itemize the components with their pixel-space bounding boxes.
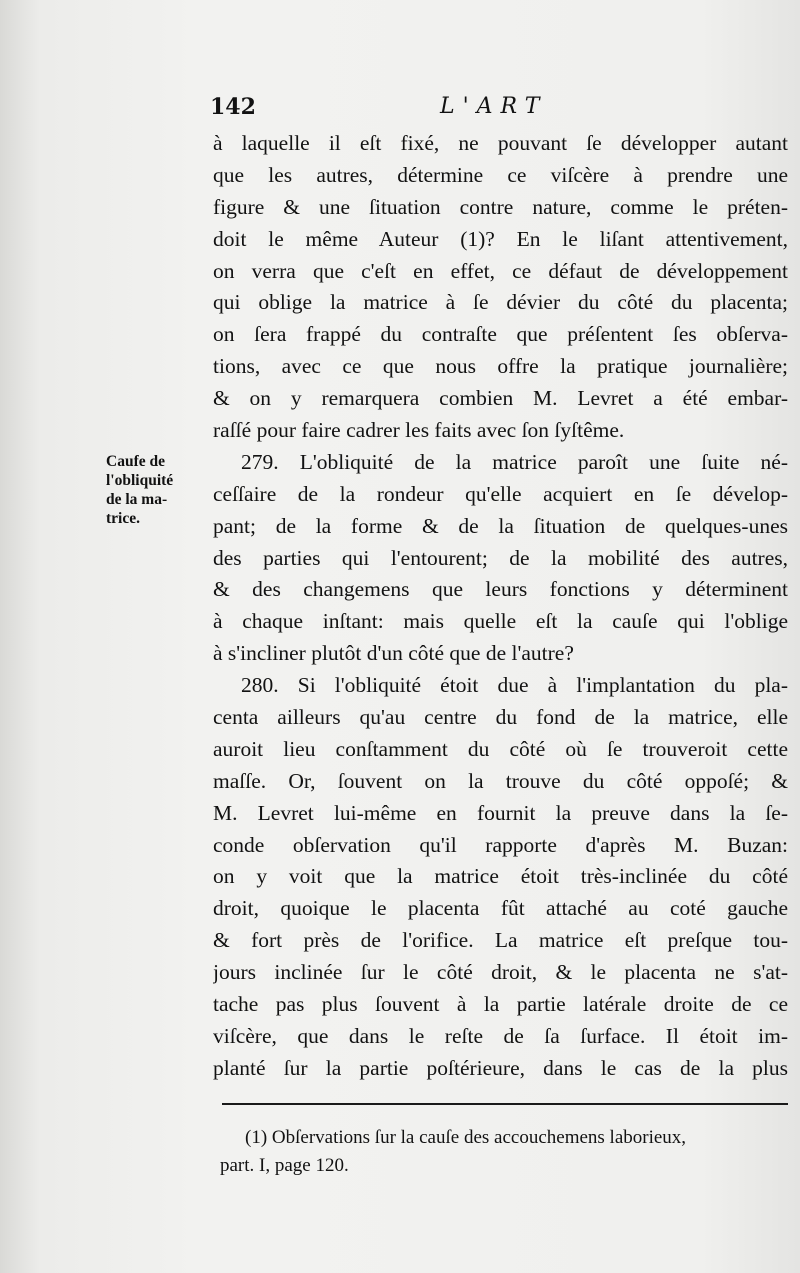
text-line: planté ſur la partie poſtérieure, dans le cas de la plus — [213, 1055, 788, 1080]
body-text — [213, 128, 788, 1085]
text-line: & fort près de l'orifice. La matrice eſt preſque tou- — [213, 928, 788, 953]
margin-note-line: trice. — [106, 510, 140, 527]
text-line: auroit lieu conſtamment du côté où ſe trouveroit cette — [213, 736, 788, 761]
running-title: L'ART — [440, 94, 548, 119]
text-line: M. Levret lui-même en fournit la preuve dans la ſe- — [213, 800, 788, 825]
page-header — [210, 94, 770, 128]
text-line: figure & une ſituation contre nature, comme le préten- — [213, 194, 788, 219]
footnote — [220, 1124, 788, 1180]
margin-note-line: l'obliquité — [106, 472, 174, 489]
text-line: à s'incliner plutôt d'un côté que de l'autre? — [213, 641, 574, 666]
text-line: maſſe. Or, ſouvent on la trouve du côté oppoſé; & — [213, 768, 788, 793]
text-line: on verra que c'eſt en effet, ce défaut de développement — [213, 258, 788, 283]
footnote-rule — [222, 1103, 788, 1105]
margin-note — [106, 452, 210, 528]
text-line: doit le même Auteur (1)? En le liſant attentivement, — [213, 226, 788, 251]
footnote-line: (1) Obſervations ſur la cauſe des accouchemens laborieux, — [245, 1127, 687, 1148]
text-line: droit, quoique le placenta fût attaché au coté gauche — [213, 896, 788, 921]
text-line: ceſſaire de la rondeur qu'elle acquiert en ſe dévelop- — [213, 481, 788, 506]
paragraph-279-start: 279. L'obliquité de la matrice paroît une ſuite né- — [241, 449, 788, 474]
text-line: on y voit que la matrice étoit très-inclinée du côté — [213, 864, 788, 889]
text-line: on ſera frappé du contraſte que préſentent ſes obſerva- — [213, 322, 788, 347]
text-line: pant; de la forme & de la ſituation de quelques-unes — [213, 513, 788, 538]
margin-note-line: de la ma- — [106, 491, 168, 508]
text-line: jours inclinée ſur le côté droit, & le placenta ne s'at- — [213, 960, 788, 985]
text-line: raſſé pour faire cadrer les faits avec ſon ſyſtême. — [213, 418, 625, 443]
paragraph-280-start: 280. Si l'obliquité étoit due à l'implantation du pla- — [241, 673, 788, 698]
page-number: 142 — [210, 94, 256, 120]
text-line: viſcère, que dans le reſte de ſa ſurface. Il étoit im- — [213, 1023, 788, 1048]
text-line: tache pas plus ſouvent à la partie latérale droite de ce — [213, 992, 788, 1017]
text-line: que les autres, détermine ce viſcère à prendre une — [213, 162, 788, 187]
text-line: à laquelle il eſt fixé, ne pouvant ſe développer autant — [213, 131, 788, 155]
text-line: tions, avec ce que nous offre la pratique journalière; — [213, 354, 788, 379]
margin-note-line: Caufe de — [106, 453, 165, 470]
text-line: conde obſervation qu'il rapporte d'après M. Buzan: — [213, 832, 788, 857]
text-line: & des changemens que leurs fonctions y déterminent — [213, 577, 788, 602]
footnote-line: part. I, page 120. — [220, 1155, 349, 1176]
text-line: & on y remarquera combien M. Levret a été embar- — [213, 386, 788, 411]
text-line: qui oblige la matrice à ſe dévier du côté du placenta; — [213, 290, 788, 315]
text-line: des parties qui l'entourent; de la mobilité des autres, — [213, 545, 788, 570]
text-line: centa ailleurs qu'au centre du fond de la matrice, elle — [213, 705, 788, 730]
text-line: à chaque inſtant: mais quelle eſt la cauſe qui l'oblige — [213, 609, 788, 634]
